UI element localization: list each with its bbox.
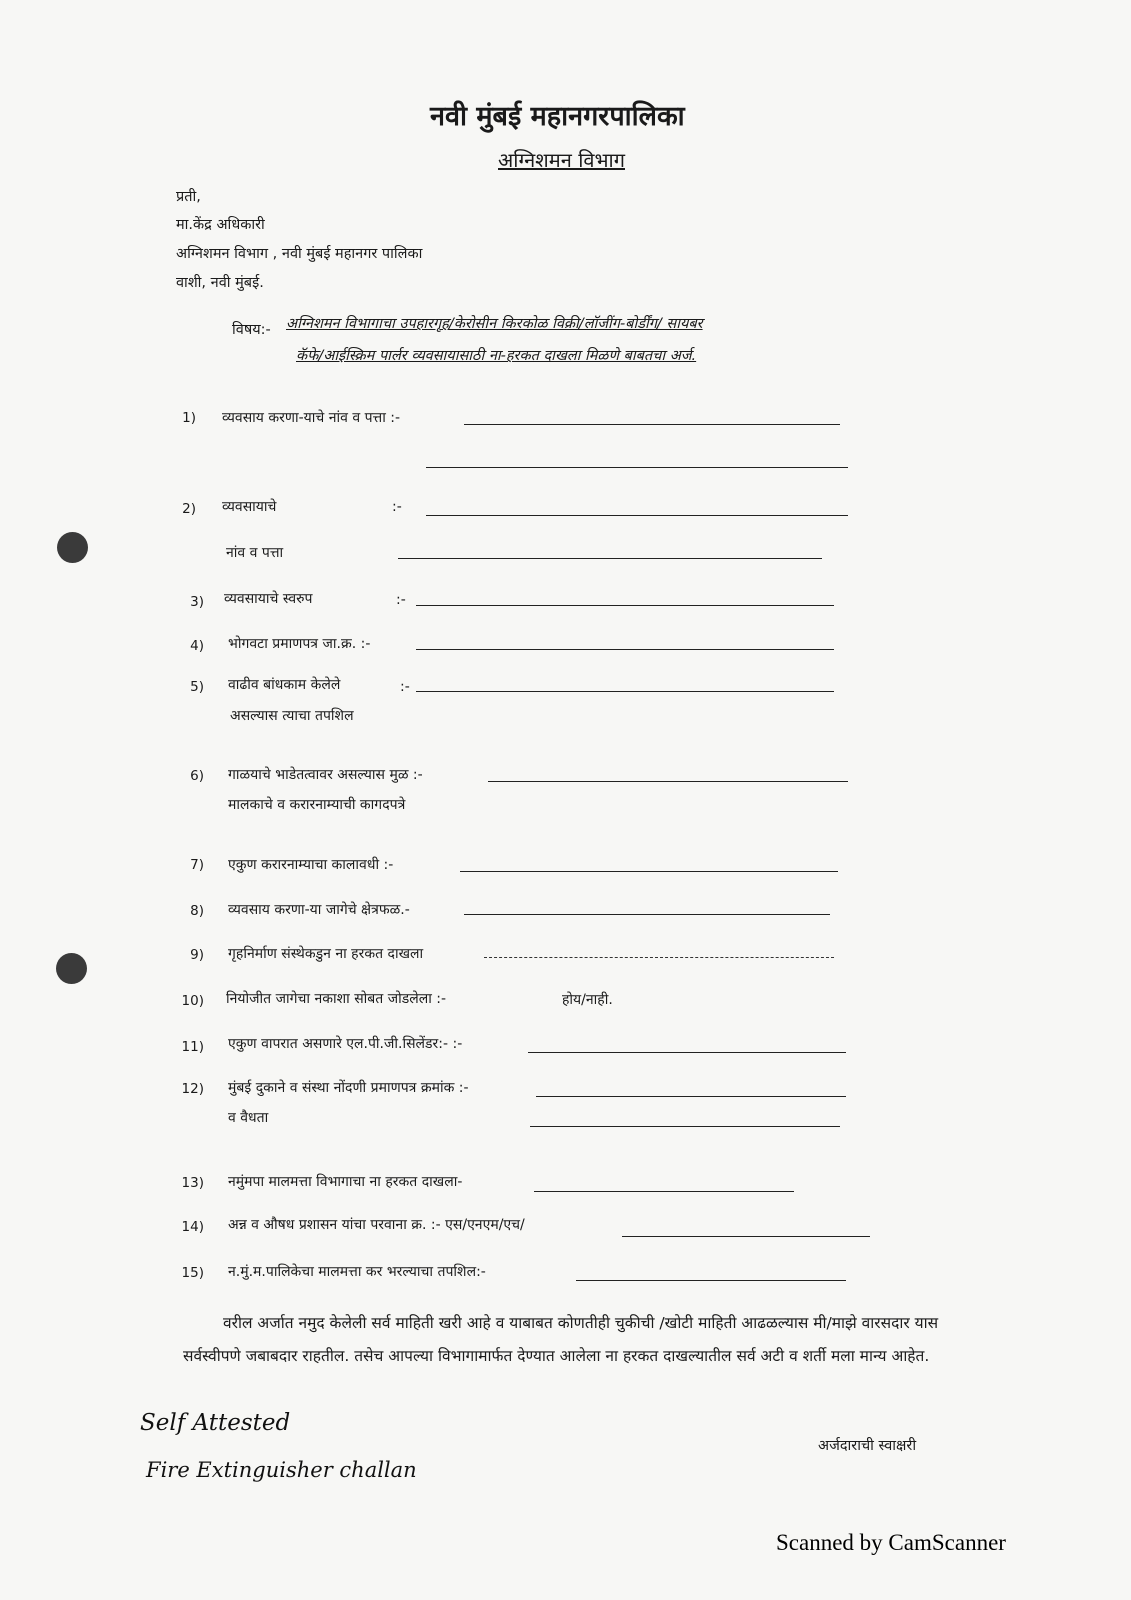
field-15-blank[interactable]	[576, 1280, 846, 1281]
field-10-value: होय/नाही.	[562, 992, 613, 1008]
field-14-number: 14)	[181, 1219, 204, 1235]
address-department: अग्निशमन विभाग , नवी मुंबई महानगर पालिका	[176, 246, 423, 262]
field-1-blank[interactable]	[464, 424, 840, 425]
address-officer: मा.केंद्र अधिकारी	[176, 217, 265, 233]
field-5-label: वाढीव बांधकाम केलेले	[228, 677, 341, 693]
field-13-number: 13)	[181, 1175, 204, 1191]
field-11-number: 11)	[181, 1039, 204, 1055]
field-7-number: 7)	[190, 857, 204, 873]
field-12-label-2: व वैधता	[228, 1110, 269, 1126]
field-2-blank[interactable]	[426, 515, 848, 516]
field-2-separator: :-	[392, 499, 402, 515]
field-5-label-2: असल्यास त्याचा तपशिल	[230, 708, 354, 724]
field-4-blank[interactable]	[416, 649, 834, 650]
field-12-label: मुंबई दुकाने व संस्था नोंदणी प्रमाणपत्र क्रमांक :-	[228, 1080, 469, 1096]
field-7-blank[interactable]	[460, 871, 838, 872]
field-9-blank[interactable]	[484, 957, 834, 958]
field-12-blank[interactable]	[536, 1096, 846, 1097]
field-2-number: 2)	[182, 501, 196, 517]
field-6-number: 6)	[190, 768, 204, 784]
field-12-blank-2[interactable]	[530, 1126, 840, 1127]
field-3-label: व्यवसायाचे स्वरुप	[224, 591, 313, 607]
signature-label: अर्जदाराची स्वाक्षरी	[818, 1438, 917, 1454]
field-5-number: 5)	[190, 679, 204, 695]
address-city: वाशी, नवी मुंबई.	[176, 275, 264, 291]
field-3-separator: :-	[396, 592, 406, 608]
field-1-number: 1)	[182, 410, 196, 426]
scanner-watermark: Scanned by CamScanner	[776, 1530, 1006, 1555]
field-6-label-2: मालकाचे व करारनाम्याची कागदपत्रे	[228, 797, 406, 813]
page-title: नवी मुंबई महानगरपालिका	[430, 101, 685, 132]
field-14-label: अन्न व औषध प्रशासन यांचा परवाना क्र. :- एस/एनएम/एच/	[228, 1217, 525, 1233]
address-to: प्रती,	[176, 189, 201, 205]
page-subtitle: अग्निशमन विभाग	[498, 148, 625, 172]
field-8-number: 8)	[190, 903, 204, 919]
field-9-number: 9)	[190, 947, 204, 963]
punch-hole-bottom	[56, 953, 87, 984]
field-5-separator: :-	[400, 679, 410, 695]
field-4-label: भोगवटा प्रमाणपत्र जा.क्र. :-	[228, 636, 371, 652]
field-9-label: गृहनिर्माण संस्थेकडुन ना हरकत दाखला	[228, 946, 424, 962]
declaration-paragraph: वरील अर्जात नमुद केलेली सर्व माहिती खरी आहे व याबाबत कोणतीही चुकीची /खोटी माहिती आढळल्यास मी/माझे वारसदार यास सर्वस्वीपणे जबाबदार राहतील. तसेच आपल्या विभागामार्फत देण्यात आलेला ना हरकत दाखल्यातील सर्व अटी व शर्ती मला मान्य आहेत.	[183, 1314, 939, 1365]
field-15-label: न.मुं.म.पालिकेचा मालमत्ता कर भरल्याचा तपशिल:-	[228, 1264, 486, 1280]
field-1-blank-2[interactable]	[426, 467, 848, 468]
field-2-blank-2[interactable]	[398, 558, 822, 559]
field-3-blank[interactable]	[416, 605, 834, 606]
field-10-number: 10)	[181, 993, 204, 1009]
subject-line-1: अग्निशमन विभागाचा उपहारगृह/केरोसीन किरकोळ विक्री/लॉजींग-बोर्डींग/ सायबर	[286, 316, 703, 332]
field-12-number: 12)	[181, 1081, 204, 1097]
field-6-label: गाळयाचे भाडेतत्वावर असल्यास मुळ :-	[228, 767, 423, 783]
field-10-label: नियोजीत जागेचा नकाशा सोबत जोडलेला :-	[226, 991, 447, 1007]
field-1-label: व्यवसाय करणा-याचे नांव व पत्ता :-	[222, 410, 401, 426]
field-5-blank[interactable]	[416, 691, 834, 692]
field-8-label: व्यवसाय करणा-या जागेचे क्षेत्रफळ.-	[228, 902, 410, 918]
handwritten-note-2: Fire Extinguisher challan	[146, 1458, 417, 1482]
subject-line-2: कॅफे/आईस्क्रिम पार्लर व्यवसायासाठी ना-हरकत दाखला मिळणे बाबतचा अर्ज.	[296, 348, 697, 364]
field-6-blank[interactable]	[488, 781, 848, 782]
handwritten-note-1: Self Attested	[140, 1410, 291, 1436]
field-15-number: 15)	[181, 1265, 204, 1281]
field-13-label: नमुंमपा मालमत्ता विभागाचा ना हरकत दाखला-	[228, 1174, 463, 1190]
field-14-blank[interactable]	[622, 1236, 870, 1237]
field-11-blank[interactable]	[528, 1052, 846, 1053]
field-2-label: व्यवसायाचे	[222, 499, 277, 515]
subject-label: विषय:-	[232, 322, 271, 338]
field-7-label: एकुण करारनाम्याचा कालावधी :-	[228, 857, 394, 873]
field-13-blank[interactable]	[534, 1191, 794, 1192]
field-11-label: एकुण वापरात असणारे एल.पी.जी.सिलेंडर:- :-	[228, 1036, 463, 1052]
field-8-blank[interactable]	[464, 914, 830, 915]
field-4-number: 4)	[190, 638, 204, 654]
punch-hole-top	[57, 532, 88, 563]
field-3-number: 3)	[190, 594, 204, 610]
field-2-label-2: नांव व पत्ता	[226, 545, 284, 561]
